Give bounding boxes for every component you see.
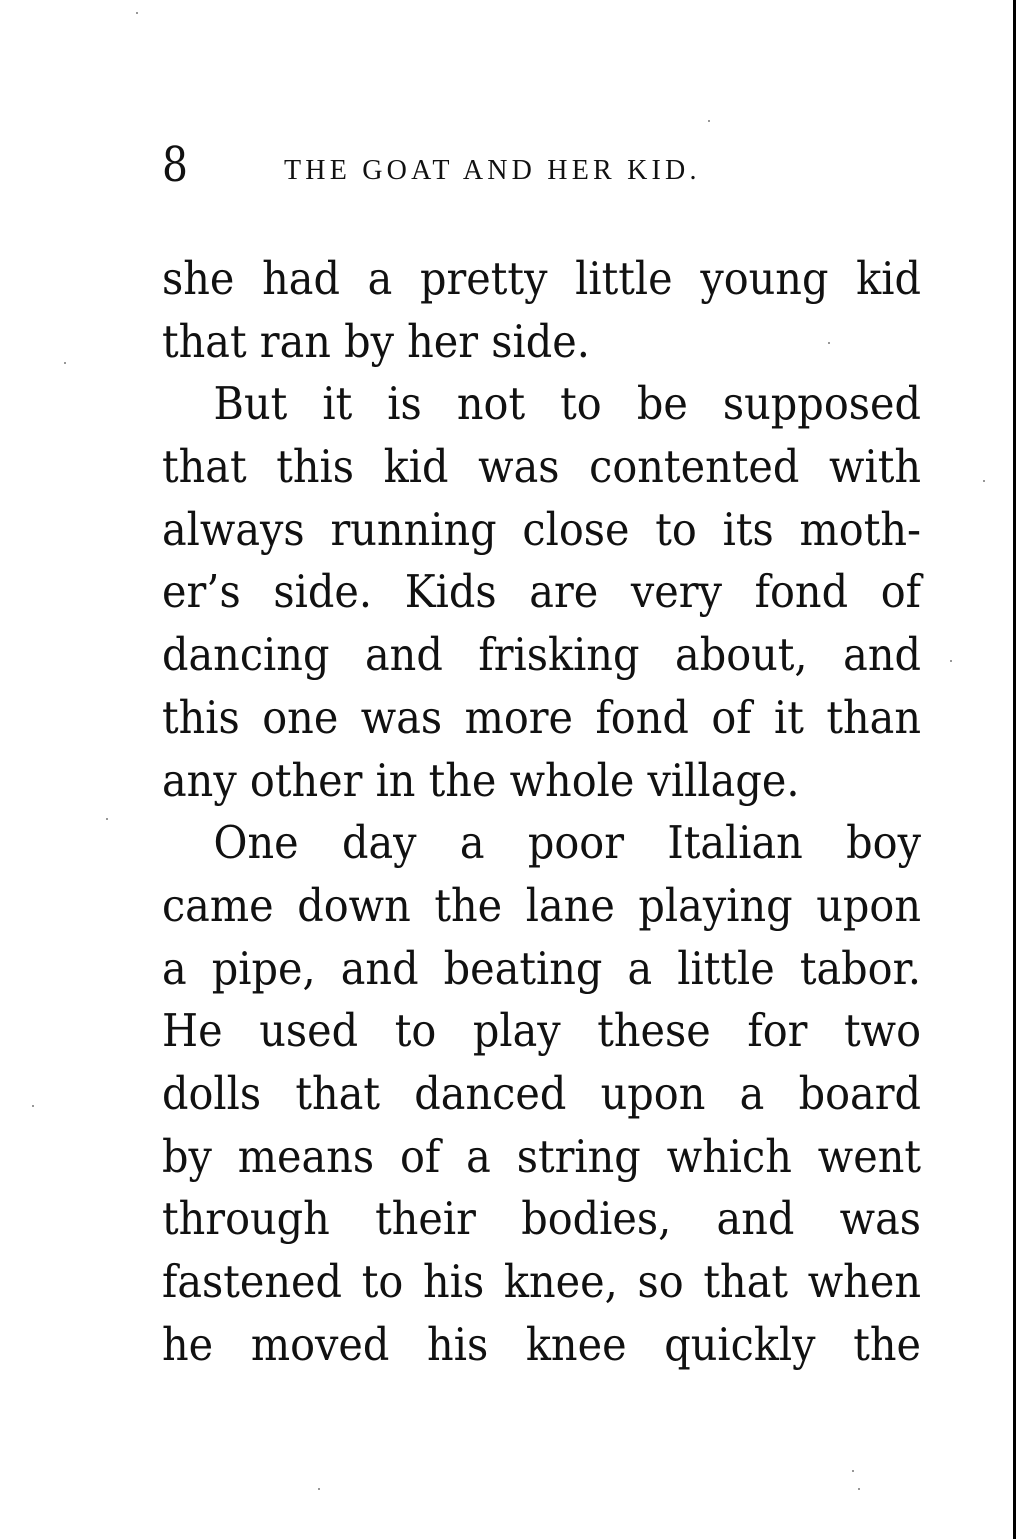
text-line: He used to play these for two (162, 1004, 921, 1058)
text-line: dancing and frisking about, and (162, 628, 921, 682)
scan-speck (858, 1488, 860, 1490)
page-header (162, 137, 842, 196)
text-line: fastened to his knee, so that when (162, 1255, 921, 1308)
scan-speck (950, 660, 952, 662)
text-line: this one was more fond of it than (162, 690, 921, 744)
scan-speck (708, 120, 710, 122)
text-line: through their bodies, and was (162, 1192, 921, 1246)
scan-speck (828, 342, 830, 344)
scan-speck (64, 362, 66, 364)
text-line: a pipe, and beating a little tabor. (162, 941, 921, 995)
scan-speck (106, 818, 108, 820)
text-line: er’s side. Kids are very fond of (162, 565, 921, 619)
body-text (162, 248, 922, 1376)
text-line: that this kid was contented with (162, 440, 921, 494)
text-line: by means of a string which went (162, 1129, 921, 1183)
scan-speck (136, 12, 138, 14)
text-line: came down the lane playing upon (162, 878, 921, 932)
text-line: But it is not to be supposed (213, 377, 921, 431)
page-edge-shadow (1013, 0, 1016, 1539)
page-number: 8 (162, 137, 188, 193)
text-line: always running close to its moth- (162, 502, 921, 556)
text-line: he moved his knee quickly the (162, 1317, 921, 1371)
scan-speck (32, 1105, 34, 1107)
text-line: she had a pretty little young kid (162, 252, 921, 305)
scan-speck (318, 1488, 320, 1490)
running-title: THE GOAT AND HER KID. (284, 155, 701, 186)
text-line: One day a poor Italian boy (213, 816, 921, 870)
text-line: that ran by her side. (162, 314, 590, 368)
text-line: any other in the whole village. (162, 753, 800, 807)
scan-speck (852, 1470, 854, 1472)
text-line: dolls that danced upon a board (162, 1066, 921, 1120)
scan-speck (983, 480, 985, 482)
